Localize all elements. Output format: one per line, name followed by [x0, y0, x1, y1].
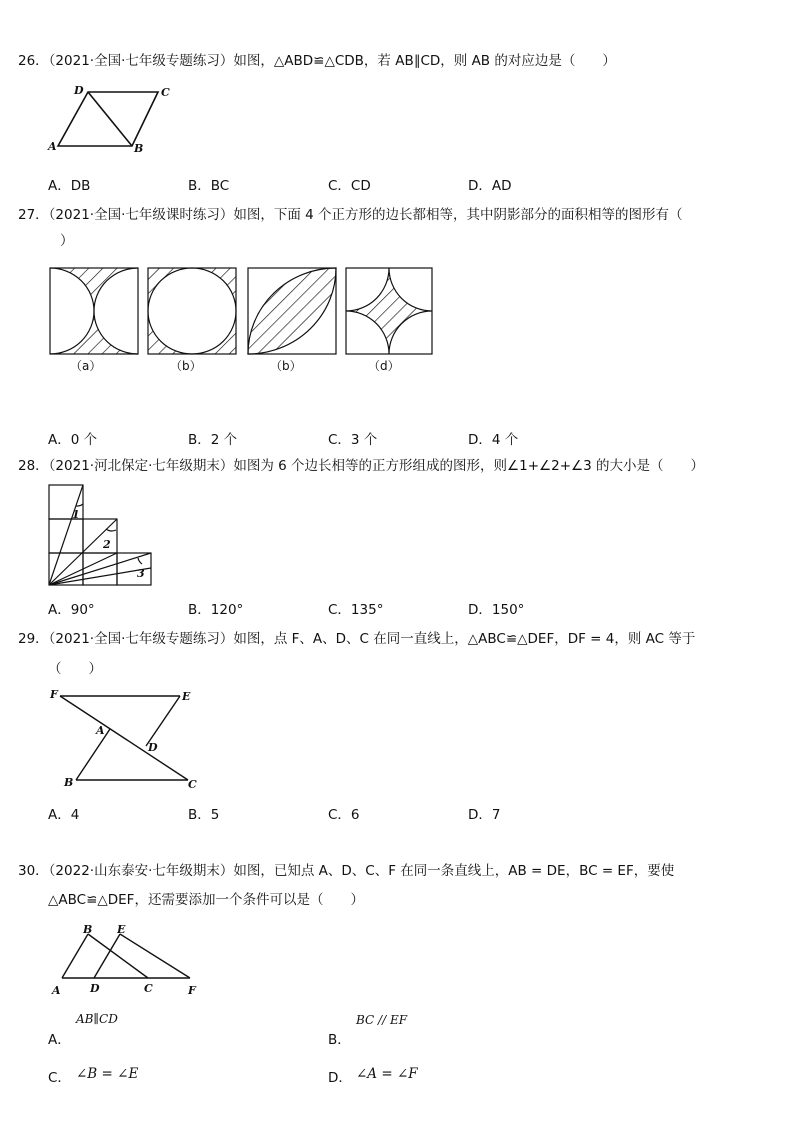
- q28-option-b: B．120°: [188, 602, 244, 618]
- q27-option-a: A．0 个: [48, 432, 98, 448]
- q29-option-b: B．5: [188, 807, 220, 823]
- q28-angle-3: 3: [137, 567, 145, 580]
- q30-stem: 30．（2022·山东泰安·七年级期末）如图，已知点 A、D、C、F 在同一条直线上，AB = DE，BC = EF，要使: [18, 863, 675, 879]
- q29-label-b: B: [64, 776, 74, 789]
- q30-option-b-expr: BC // EF: [356, 1013, 408, 1027]
- q30-label-d: D: [90, 982, 100, 995]
- q27-figure-d: [346, 268, 432, 354]
- q26-label-c: C: [161, 86, 170, 99]
- q30-figure: [48, 922, 208, 998]
- q30-option-d-expr: ∠A = ∠F: [356, 1066, 418, 1082]
- q27-figures: [48, 266, 438, 376]
- q26-label-b: B: [134, 142, 144, 155]
- q28-angle-1: 1: [72, 508, 80, 521]
- q29-option-a: A．4: [48, 807, 80, 823]
- q30-option-a-expr: AB∥CD: [76, 1012, 118, 1026]
- q26-figure: [48, 84, 178, 156]
- q27-option-b: B．2 个: [188, 432, 238, 448]
- q30-stem-line2: △ABC≌△DEF，还需要添加一个条件可以是（ ）: [48, 892, 364, 908]
- q29-option-c: C．6: [328, 807, 360, 823]
- q26-label-d: D: [74, 84, 84, 97]
- q27-caption-a: （a）: [70, 359, 102, 373]
- q26-option-b: B．BC: [188, 178, 230, 194]
- q27-stem-close: ）: [60, 233, 74, 249]
- q28-option-c: C．135°: [328, 602, 384, 618]
- q29-label-c: C: [188, 778, 197, 791]
- q30-option-c-letter: C．: [48, 1070, 71, 1086]
- q30-option-d-letter: D．: [328, 1070, 352, 1086]
- q26-stem: 26．（2021·全国·七年级专题练习）如图，△ABD≌△CDB，若 AB∥CD，则 AB 的对应边是（ ）: [18, 53, 616, 69]
- q28-figure: [48, 484, 158, 588]
- q26-label-a: A: [48, 140, 57, 153]
- q27-caption-d: （d）: [368, 359, 400, 373]
- q29-label-d: D: [148, 741, 158, 754]
- q29-stem-close: （ ）: [48, 661, 102, 677]
- q28-stem: 28．（2021·河北保定·七年级期末）如图为 6 个边长相等的正方形组成的图形，则∠1+∠2+∠3 的大小是（ ）: [18, 458, 705, 474]
- q26-option-a: A．DB: [48, 178, 91, 194]
- q30-label-a: A: [52, 984, 61, 997]
- q29-label-a: A: [96, 724, 105, 737]
- q27-caption-b2: （b）: [270, 359, 302, 373]
- q28-option-d: D．150°: [468, 602, 525, 618]
- q28-angle-2: 2: [103, 538, 111, 551]
- q29-label-f: F: [50, 688, 58, 701]
- q30-option-a-letter: A．: [48, 1032, 71, 1048]
- q27-figure-b1: [148, 268, 236, 354]
- q30-option-c-expr: ∠B = ∠E: [76, 1066, 139, 1082]
- q26-option-c: C．CD: [328, 178, 371, 194]
- q29-label-e: E: [182, 690, 191, 703]
- q29-stem: 29．（2021·全国·七年级专题练习）如图，点 F、A、D、C 在同一直线上，△ABC≌△DEF，DF = 4，则 AC 等于: [18, 631, 696, 647]
- q27-figure-b2: [248, 268, 336, 354]
- q27-caption-b1: （b）: [170, 359, 202, 373]
- q30-label-f: F: [188, 984, 196, 997]
- q30-label-c: C: [144, 982, 153, 995]
- q27-figure-a: [50, 268, 138, 354]
- q27-stem: 27．（2021·全国·七年级课时练习）如图，下面 4 个正方形的边长都相等，其中阴影部分的面积相等的图形有（: [18, 207, 683, 223]
- q30-option-b-letter: B．: [328, 1032, 351, 1048]
- q27-option-d: D．4 个: [468, 432, 519, 448]
- q30-label-b: B: [83, 923, 93, 936]
- q26-option-d: D．AD: [468, 178, 512, 194]
- q29-figure: [48, 688, 208, 792]
- q28-option-a: A．90°: [48, 602, 95, 618]
- q29-option-d: D．7: [468, 807, 501, 823]
- q27-option-c: C．3 个: [328, 432, 378, 448]
- q30-label-e: E: [117, 923, 126, 936]
